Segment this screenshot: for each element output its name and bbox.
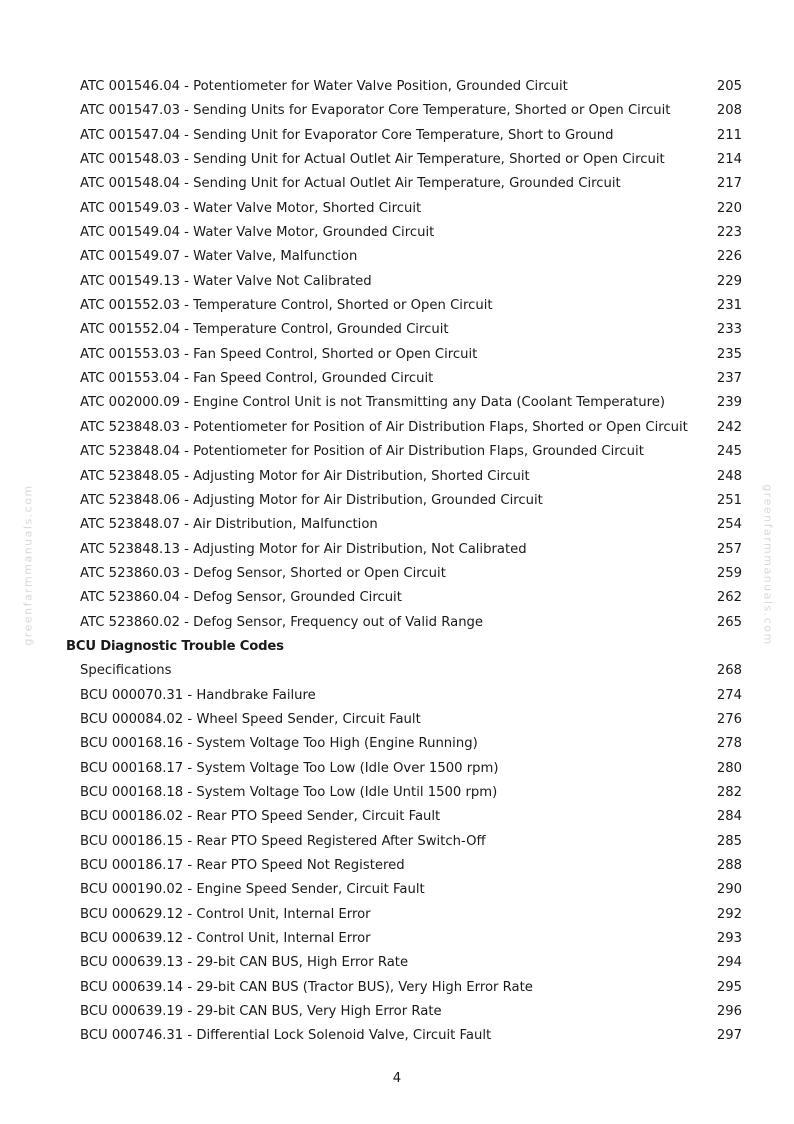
toc-entry[interactable] [0,951,794,975]
toc-entry-title: BCU 000168.18 - System Voltage Too Low (Idle Until 1500 rpm) [80,784,498,800]
toc-entry-page: 251 [716,492,742,508]
toc-entry[interactable] [0,684,794,708]
toc-entry-page: 293 [716,931,742,947]
toc-entry[interactable] [0,172,794,196]
toc-entry[interactable] [0,124,794,148]
toc-entry[interactable] [0,854,794,878]
toc-entry-title: BCU 000168.17 - System Voltage Too Low (Idle Over 1500 rpm) [80,760,499,776]
toc-entry-page: 245 [716,444,742,460]
toc-entry[interactable] [0,732,794,756]
toc-entry[interactable] [0,197,794,221]
toc-entry-page: 233 [716,322,742,338]
toc-entry-title: ATC 001553.03 - Fan Speed Control, Shorted or Open Circuit [80,346,478,362]
toc-entry-title: BCU 000186.15 - Rear PTO Speed Registered After Switch-Off [80,833,486,849]
toc-entry-title: BCU 000190.02 - Engine Speed Sender, Circuit Fault [80,882,425,898]
toc-entry-title: ATC 001547.03 - Sending Units for Evaporator Core Temperature, Shorted or Open Circuit [80,103,671,119]
toc-entry-title: ATC 523860.02 - Defog Sensor, Frequency out of Valid Range [80,614,484,630]
watermark-right: greenfarmmanuals.com [761,484,775,646]
toc-entry-page: 284 [716,809,742,825]
toc-entry-page: 211 [716,127,742,143]
toc-entry[interactable] [0,805,794,829]
toc-entry-title: BCU 000639.13 - 29-bit CAN BUS, High Error Rate [80,955,409,971]
toc-entry-page: 242 [716,419,742,435]
toc-entry-page: 278 [716,736,742,752]
toc-entry-page: 214 [716,152,742,168]
toc-entry[interactable] [0,75,794,99]
toc-entry-title: ATC 001552.03 - Temperature Control, Shorted or Open Circuit [80,298,493,314]
toc-entry-title: ATC 001549.13 - Water Valve Not Calibrated [80,273,372,289]
toc-entry[interactable] [0,878,794,902]
toc-entry-title: ATC 523860.04 - Defog Sensor, Grounded Circuit [80,590,402,606]
toc-entry-title: ATC 523848.13 - Adjusting Motor for Air Distribution, Not Calibrated [80,541,527,557]
toc-entry-page: 282 [716,784,742,800]
toc-entry-page: 220 [716,200,742,216]
toc-entry[interactable] [0,659,794,683]
toc-entry-page: 235 [716,346,742,362]
toc-entry[interactable] [0,148,794,172]
toc-entry-title: BCU 000629.12 - Control Unit, Internal Error [80,906,371,922]
toc-entry-page: 294 [716,955,742,971]
page-number: 4 [392,1071,402,1086]
toc-entry-page: 276 [716,711,742,727]
toc-entry-title: ATC 523848.04 - Potentiometer for Position of Air Distribution Flaps, Grounded Circuit [80,444,644,460]
toc-entry-page: 268 [716,663,742,679]
toc-entry-title: ATC 001546.04 - Potentiometer for Water Valve Position, Grounded Circuit [80,79,568,94]
toc-entry-page: 265 [716,614,742,630]
toc-entry[interactable] [0,1000,794,1024]
toc-entry[interactable] [0,538,794,562]
toc-entry-page: 295 [716,979,742,995]
toc-entry-page: 288 [716,858,742,873]
toc-entry-title: ATC 523848.03 - Potentiometer for Position of Air Distribution Flaps, Shorted or Open Circuit [80,419,688,435]
toc-entry[interactable] [0,781,794,805]
toc-entry-title: ATC 523848.05 - Adjusting Motor for Air Distribution, Shorted Circuit [80,468,530,484]
toc-entry[interactable] [0,586,794,610]
toc-entry[interactable] [0,513,794,537]
toc-entry[interactable] [0,270,794,294]
toc-entry[interactable] [0,611,794,635]
toc-entry[interactable] [0,367,794,391]
toc-entry-page: 262 [716,590,742,606]
toc-entry-title: ATC 001548.03 - Sending Unit for Actual Outlet Air Temperature, Shorted or Open Circuit [80,152,665,168]
toc-entry-page: 217 [716,176,742,192]
toc-entry-title: ATC 523848.07 - Air Distribution, Malfunction [80,517,378,533]
toc-entry-page: 285 [716,833,742,849]
toc-entry-title: BCU 000186.17 - Rear PTO Speed Not Registered [80,858,405,873]
toc-entry-page: 296 [716,1004,742,1020]
toc-entry-page: 237 [716,371,742,387]
toc-entry-page: 290 [716,882,742,898]
toc-entry-title: BCU 000084.02 - Wheel Speed Sender, Circuit Fault [80,711,421,727]
toc-entry[interactable] [0,416,794,440]
toc-entry-page: 292 [716,906,742,922]
toc-entry[interactable] [0,294,794,318]
toc-entry-title: BCU 000746.31 - Differential Lock Solenoid Valve, Circuit Fault [80,1028,492,1044]
toc-entry-page: 259 [716,565,742,581]
toc-entry[interactable] [0,927,794,951]
toc-entry[interactable] [0,318,794,342]
toc-entry-title: ATC 001549.03 - Water Valve Motor, Shorted Circuit [80,200,422,216]
toc-entry-page: 254 [716,517,742,533]
toc-entry-title: BCU 000639.12 - Control Unit, Internal Error [80,931,371,947]
toc-entry-title: ATC 001552.04 - Temperature Control, Grounded Circuit [80,322,449,338]
toc-entry-page: 226 [716,249,742,265]
toc-entry-title: ATC 001553.04 - Fan Speed Control, Grounded Circuit [80,371,434,387]
toc-entry-page: 229 [716,273,742,289]
toc-entry[interactable] [0,976,794,1000]
toc-entry-page: 208 [716,103,742,119]
toc-entry-title: Specifications [80,663,172,679]
toc-entry-title: BCU 000168.16 - System Voltage Too High (Engine Running) [80,736,478,752]
toc-entry-title: BCU 000639.19 - 29-bit CAN BUS, Very High Error Rate [80,1004,442,1020]
toc-entry-title: ATC 523848.06 - Adjusting Motor for Air Distribution, Grounded Circuit [80,492,543,508]
toc-entry[interactable] [0,562,794,586]
toc-entry-title: ATC 002000.09 - Engine Control Unit is not Transmitting any Data (Coolant Temperature) [80,395,665,411]
toc-entry[interactable] [0,440,794,464]
table-of-contents [0,75,794,1049]
toc-entry-title: BCU 000186.02 - Rear PTO Speed Sender, Circuit Fault [80,809,441,825]
toc-entry-page: 239 [716,395,742,411]
toc-entry-page: 248 [716,468,742,484]
toc-entry-title: ATC 001548.04 - Sending Unit for Actual Outlet Air Temperature, Grounded Circuit [80,176,621,192]
toc-entry-page: 297 [716,1028,742,1044]
toc-entry-page: 274 [716,687,742,703]
toc-entry[interactable] [0,757,794,781]
toc-entry-title: ATC 001547.04 - Sending Unit for Evaporator Core Temperature, Short to Ground [80,127,614,143]
section-heading [0,635,794,659]
toc-entry[interactable] [0,245,794,269]
toc-entry[interactable] [0,708,794,732]
toc-entry-title: BCU 000070.31 - Handbrake Failure [80,687,316,703]
toc-entry-page: 205 [716,79,742,94]
toc-entry-page: 223 [716,225,742,241]
toc-entry[interactable] [0,489,794,513]
toc-entry[interactable] [0,221,794,245]
toc-entry[interactable] [0,391,794,415]
toc-entry-title: ATC 523860.03 - Defog Sensor, Shorted or Open Circuit [80,565,446,581]
toc-entry[interactable] [0,465,794,489]
watermark-left: greenfarmmanuals.com [21,484,35,646]
toc-entry-page: 257 [716,541,742,557]
toc-entry[interactable] [0,903,794,927]
toc-entry[interactable] [0,99,794,123]
section-heading-text: BCU Diagnostic Trouble Codes [66,638,284,654]
toc-entry-title: ATC 001549.07 - Water Valve, Malfunction [80,249,358,265]
toc-entry[interactable] [0,1024,794,1048]
toc-entry-title: BCU 000639.14 - 29-bit CAN BUS (Tractor BUS), Very High Error Rate [80,979,533,995]
toc-entry[interactable] [0,830,794,854]
toc-entry[interactable] [0,343,794,367]
toc-entry-page: 280 [716,760,742,776]
toc-entry-title: ATC 001549.04 - Water Valve Motor, Grounded Circuit [80,225,435,241]
toc-entry-page: 231 [716,298,742,314]
